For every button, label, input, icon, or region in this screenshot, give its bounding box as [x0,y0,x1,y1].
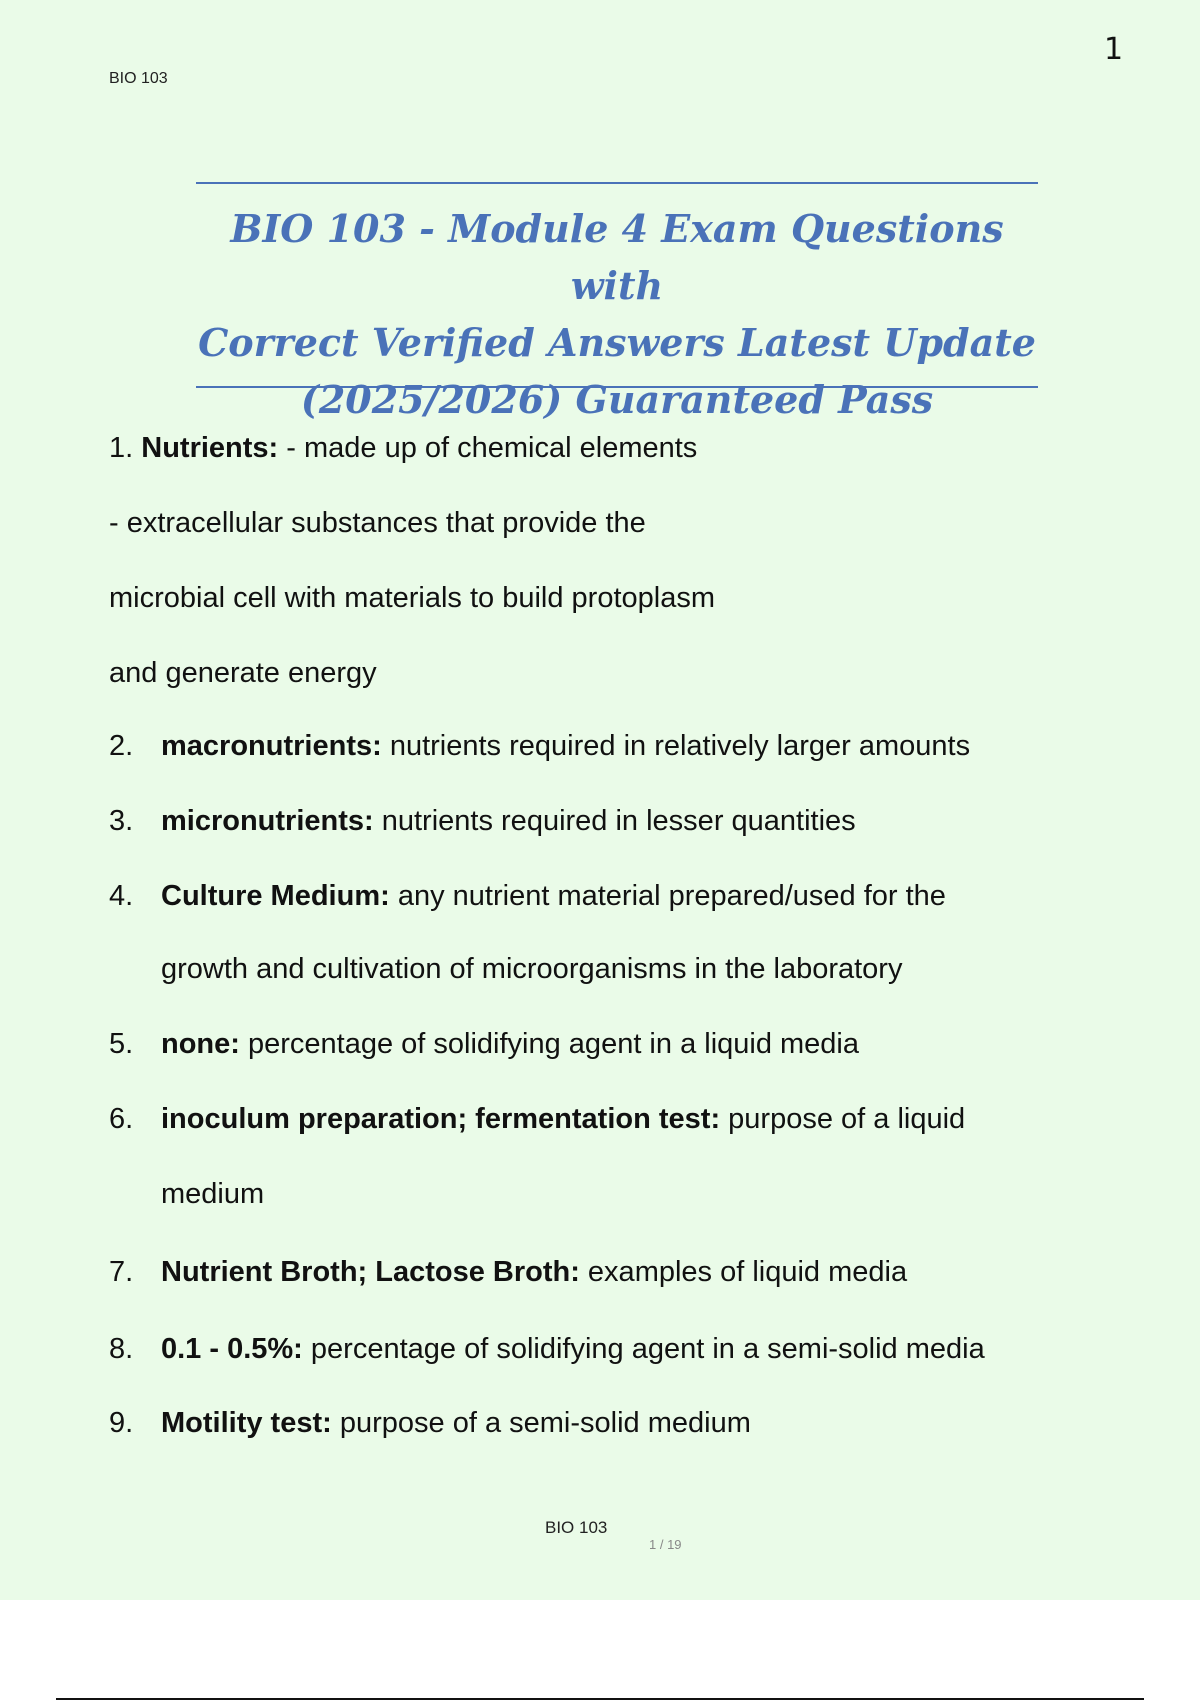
item-7-term: Nutrient Broth; Lactose Broth: [161,1256,580,1288]
item-3-definition: nutrients required in lesser quantities [373,805,856,837]
header-course-label: BIO 103 [109,70,168,87]
item-1-line-2: - extracellular substances that provide the [109,507,646,539]
item-7-number: 7. [109,1256,134,1288]
item-5-number: 5. [109,1028,134,1060]
list-item [161,730,970,763]
item-8-definition: percentage of solidifying agent in a semi-solid media [302,1333,985,1365]
item-9-term: Motility test: [161,1407,332,1439]
item-8-number: 8. [109,1333,134,1365]
item-6-number: 6. [109,1103,134,1135]
item-9-number: 9. [109,1407,134,1439]
item-4-definition: any nutrient material prepared/used for the [389,880,946,912]
item-9-definition: purpose of a semi-solid medium [331,1407,751,1439]
item-2-definition: nutrients required in relatively larger amounts [381,730,971,762]
page-number: 1 [1104,32,1124,67]
title-rule-top [196,182,1038,184]
item-5-definition: percentage of solidifying agent in a liquid media [239,1028,860,1060]
item-3-number: 3. [109,805,134,837]
title-line-2: Correct Verified Answers Latest Update [198,320,1036,365]
list-item [161,1256,907,1289]
item-4-number: 4. [109,880,134,912]
item-7-definition: examples of liquid media [579,1256,908,1288]
item-6-term: inoculum preparation; fermentation test: [161,1103,721,1135]
item-2-term: macronutrients: [161,730,382,762]
item-3-term: micronutrients: [161,805,374,837]
item-1-line-4: and generate energy [109,657,377,689]
title-rule-bottom [196,386,1038,388]
document-title [196,200,1038,428]
item-1-term: Nutrients: [141,432,279,464]
item-2-number: 2. [109,730,134,762]
item-8-term: 0.1 - 0.5%: [161,1333,303,1365]
footer-course-label: BIO 103 [545,1518,608,1537]
item-1-definition: - made up of chemical elements [278,432,698,464]
list-item [161,1028,859,1061]
item-6-continuation: medium [161,1178,265,1210]
item-6-definition: purpose of a liquid [720,1103,966,1135]
item-5-term: none: [161,1028,240,1060]
item-1-number: 1. [109,432,134,464]
list-item [161,805,856,838]
title-line-3: (2025/2026) Guaranteed Pass [300,377,934,422]
footer-pagination: 1 / 19 [649,1537,682,1552]
list-item [161,880,946,913]
item-4-continuation: growth and cultivation of microorganisms in the laboratory [161,953,903,985]
list-item [161,1103,965,1136]
item-1-line-3: microbial cell with materials to build protoplasm [109,582,716,614]
title-line-1: BIO 103 - Module 4 Exam Questions with [230,206,1004,308]
list-item [161,1333,985,1366]
list-item [161,1407,751,1440]
item-1-first-line [109,430,697,466]
item-4-term: Culture Medium: [161,880,390,912]
